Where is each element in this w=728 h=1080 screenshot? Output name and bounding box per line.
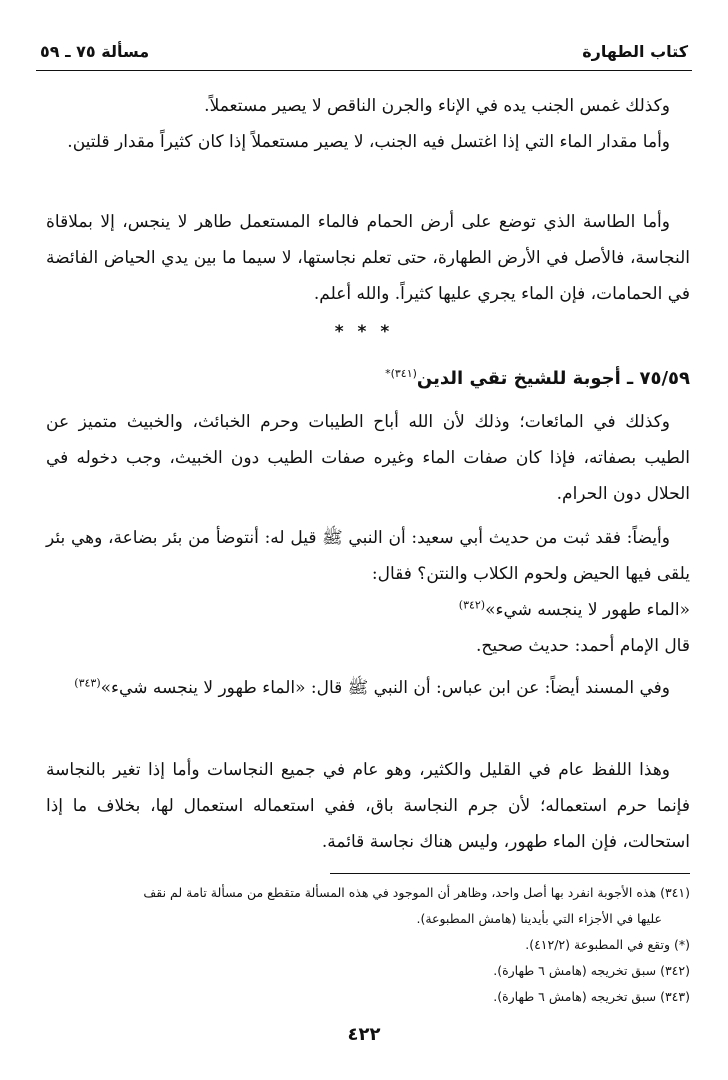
paragraph-text: وفي المسند أيضاً: عن ابن عباس: أن النبي ﷺ قال: «الماء طهور لا ينجسه شيء» — [100, 678, 670, 698]
paragraph-block-5 — [46, 670, 690, 706]
paragraph-block-1 — [46, 88, 690, 160]
quote-text: «الماء طهور لا ينجسه شيء» — [485, 600, 690, 620]
masala-reference: مسألة ٧٥ ـ ٥٩ — [40, 42, 150, 61]
hadith-quote — [46, 592, 690, 628]
paragraph-block-2 — [46, 204, 690, 312]
footnote-mark: (٣٤١) — [660, 885, 690, 900]
footnote-ref: (٣٤٣) — [74, 676, 101, 690]
section-heading — [46, 356, 690, 397]
paragraph-block-4 — [46, 520, 690, 664]
paragraph — [46, 670, 690, 706]
running-header — [40, 40, 688, 68]
footnote-text: هذه الأجوبة انفرد بها أصل واحد، وظاهر أن الموجود في هذه المسألة متقطع من مسألة تامة لم نقف — [143, 885, 657, 900]
heading-number: ٧٥/٥٩ ـ — [627, 368, 690, 389]
footnote-ref: (٣٤٢) — [458, 598, 486, 612]
paragraph: وكذلك في المائعات؛ وذلك لأن الله أباح الطيبات وحرم الخبائث، والخبيث متميز عن الطيب بصفاته، فإذا كان صفات الماء وغيره صفات الطيب دون الخبيث، وجب دخوله في الحلال دون الحرام. — [46, 412, 690, 504]
section-separator: * * * — [334, 322, 394, 342]
footnote-341-continued: عليها في الأجزاء التي بأيدينا (هامش المطبوعة). — [416, 911, 662, 926]
footnote-text: سبق تخريجه (هامش ٦ طهارة). — [493, 963, 657, 978]
footnote-mark: (*) — [673, 937, 690, 952]
paragraph: وأما مقدار الماء التي إذا اغتسل فيه الجنب، لا يصير مستعملاً إذا كان كثيراً مقدار قلتين. — [67, 132, 670, 152]
footnote-343 — [60, 984, 690, 1010]
footnote-text: وتقع في المطبوعة (٤١٢/٢). — [525, 937, 670, 952]
footnote-star — [60, 932, 690, 958]
footnote-text: سبق تخريجه (هامش ٦ طهارة). — [493, 989, 657, 1004]
footnote-341 — [60, 880, 690, 906]
paragraph: وأما الطاسة الذي توضع على أرض الحمام فالماء المستعمل طاهر لا ينجس، إلا بملاقاة النجاسة، فالأصل في الأرض الطهارة، حتى تعلم نجاستها، لا سيما ما بين يدي الحياض الفائضة في الحمامات، فإن الماء يجري عليها كثيراً. والله أعلم. — [46, 212, 690, 304]
paragraph-block-3 — [46, 404, 690, 512]
book-title: كتاب الطهارة — [582, 42, 688, 61]
footnote-mark: (٣٤٢) — [660, 963, 690, 978]
ahmad-statement: قال الإمام أحمد: حديث صحيح. — [476, 636, 690, 656]
footnote-rule — [330, 873, 690, 874]
paragraph: وهذا اللفظ عام في القليل والكثير، وهو عام في جميع النجاسات وأما إذا تغير بالنجاسة فإنما حرم استعماله؛ لأن جرم النجاسة باق، ففي استعماله استعمال لها، بخلاف ما إذا استحالت، فإن الماء طهور، وليس هناك نجاسة قائمة. — [46, 760, 690, 852]
heading-footnote-ref: (٣٤١)* — [385, 367, 417, 380]
heading-title: أجوبة للشيخ تقي الدين — [416, 368, 621, 389]
footnote-342 — [60, 958, 690, 984]
footnotes — [60, 880, 690, 1010]
page-number: ٤٢٢ — [347, 1024, 381, 1045]
header-rule — [36, 70, 692, 71]
paragraph: وأيضاً: فقد ثبت من حديث أبي سعيد: أن النبي ﷺ قيل له: أنتوضأ من بئر بضاعة، وهي بئر يلقى فيها الحيض ولحوم الكلاب والنتن؟ فقال: — [46, 528, 690, 584]
paragraph: وكذلك غمس الجنب يده في الإناء والجرن الناقص لا يصير مستعملاً. — [204, 96, 670, 116]
paragraph-block-6 — [46, 752, 690, 860]
footnote-mark: (٣٤٣) — [660, 989, 690, 1004]
